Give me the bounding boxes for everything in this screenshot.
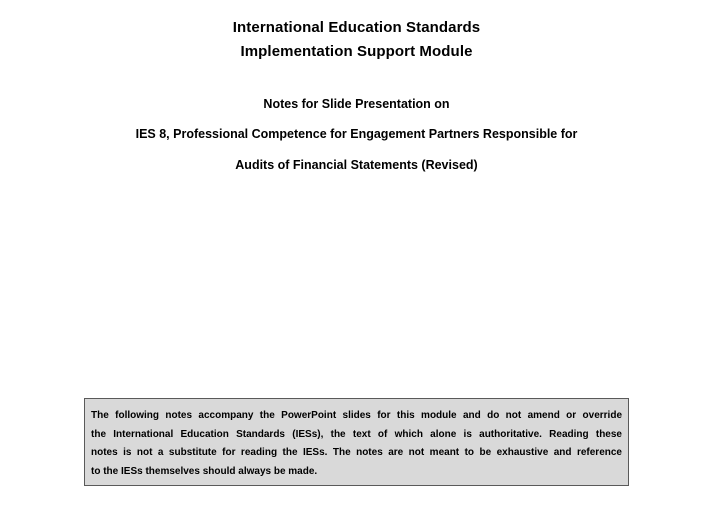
disclaimer-line-4: to the IESs themselves should always be made. xyxy=(91,465,318,477)
notes-heading: Notes for Slide Presentation on xyxy=(263,97,450,111)
module-title-line-2: Implementation Support Module xyxy=(240,43,473,60)
module-title-line-1: International Education Standards xyxy=(232,19,481,36)
standard-title-line-2: Audits of Financial Statements (Revised) xyxy=(235,158,478,172)
standard-title-line-1: IES 8, Professional Competence for Engagement Partners Responsible for xyxy=(135,127,578,141)
disclaimer-line-1: The following notes accompany the PowerPoint slides for this module and do not amend or override xyxy=(91,410,622,421)
disclaimer-line-3: notes is not a substitute for reading the IESs. The notes are not meant to be exhaustive and reference xyxy=(91,447,622,458)
disclaimer-line-2: the International Education Standards (IESs), the text of which alone is authoritative. Reading these xyxy=(91,428,622,440)
disclaimer-box xyxy=(84,398,629,486)
